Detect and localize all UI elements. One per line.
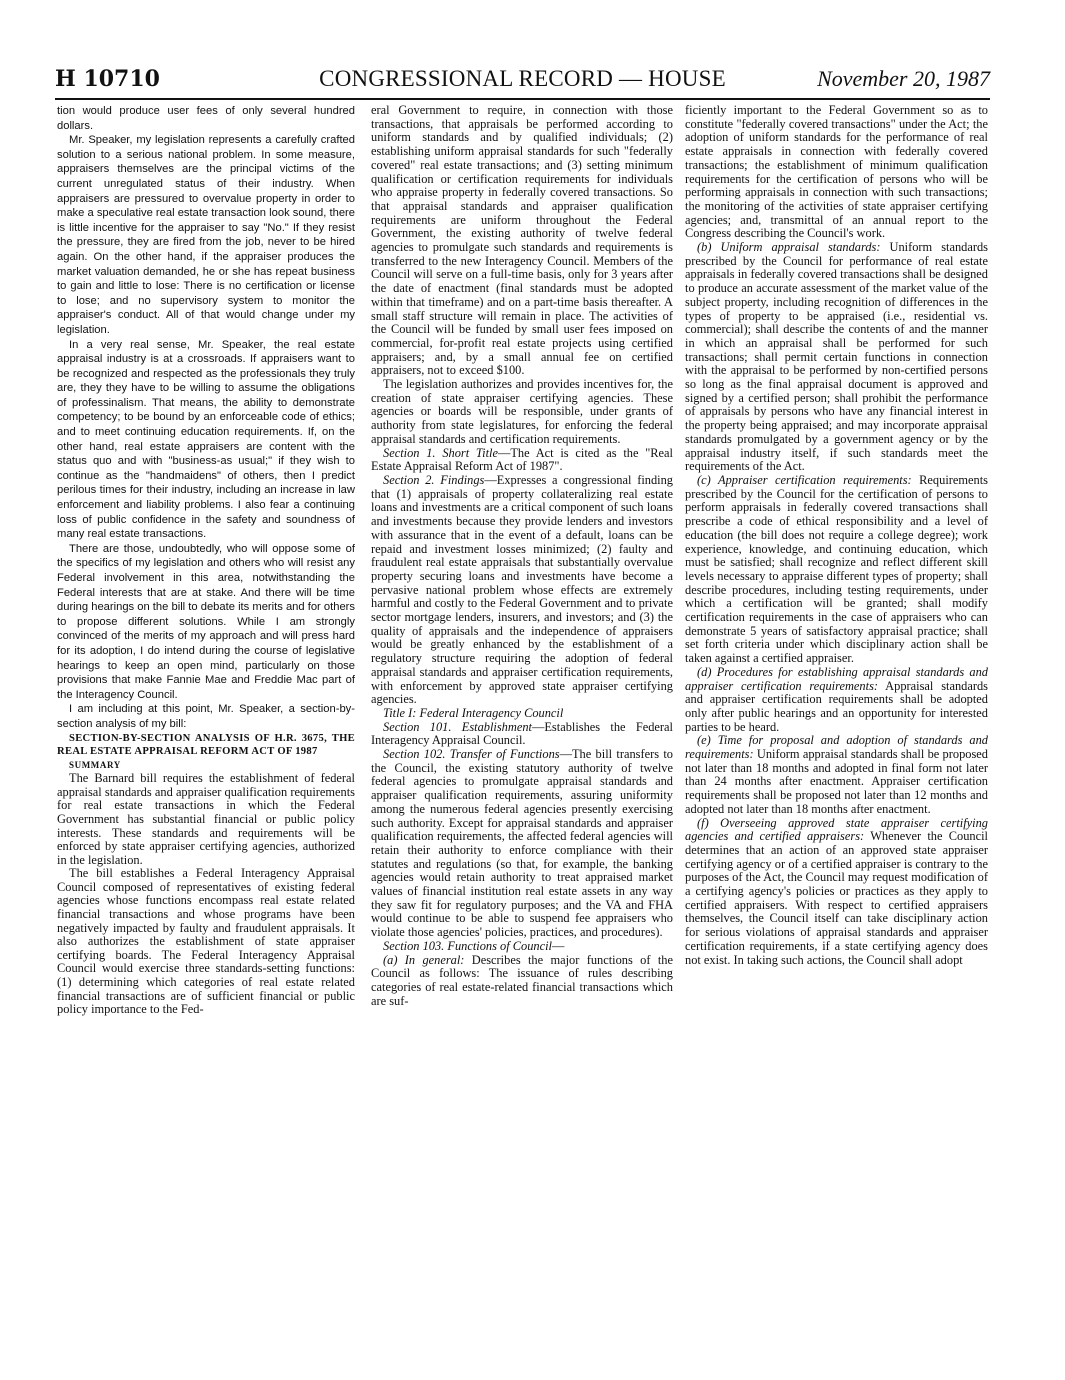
paragraph xyxy=(371,954,673,1009)
summary-heading: SUMMARY xyxy=(69,759,121,770)
subsection-label: (f) Overseeing approved state appraiser certifying agencies and certified appraisers: xyxy=(685,815,988,844)
subsection-text: Uniform appraisal standards shall be proposed not later than 18 months and adopted in final form not later than 24 months after enactment. Appraiser certification requirements shall be proposed not later than 12 months and adopted not later than 18 months after enactment. xyxy=(685,747,988,816)
subsection-text: Appraisal standards and appraiser certification requirements shall be adopted only after public hearings and an opportunity for interested parties to be heard. xyxy=(685,678,988,734)
section-title: Establishment xyxy=(461,719,532,734)
subsection-label: (d) Procedures for establishing appraisal standards and appraiser certification requirements: xyxy=(685,664,988,693)
subsection-text: Whenever the Council determines that an action of an approved state appraiser certifying agency or of a certified appraiser is contrary to the purposes of the Act, the Council may request modification of a certifying agency's policies or practices as they apply to certified appraisers. With respect to certified appraisers themselves, the Council itself can take disciplinary action for serious violations of appraisal standards and appraiser certification requirements, if a state certifying agency does not exist. In taking such actions, the Council shall adopt xyxy=(685,829,988,967)
paragraph xyxy=(371,721,673,748)
paragraph: The bill establishes a Federal Interagency Appraisal Council composed of representatives of existing federal agencies whose functions encompass real estate related financial transactions and whose programs have been negatively impacted by faulty and fraudulent appraisals. It also authorizes the establishment of state appraiser certifying boards. The Federal Interagency Appraisal Council would exercise three standards-setting functions: (1) determining which categories of real estate related financial transactions are of sufficient financial or public policy importance to the Fed- xyxy=(57,866,355,1017)
paragraph: In a very real sense, Mr. Speaker, the real estate appraisal industry is at a crossroads. If appraisers want to be recognized and respected as the professionals they truly are, they they have to be willing to assume the obligations of professinalism. That means, the ability to demonstrate competency; to be bound by an enforceable code of ethics; and to meet continuing education requirements. If, on the other hand, real estate appraisers are content with the status quo and with "business-as usual;" if they wish to continue as the "handmaidens" of others, then I predict perilous times for their industry, including an increase in law enforcement and liability problems. I also fear a continuing loss of public confidence in the safety and soundness of many real estate transactions. xyxy=(57,338,355,541)
subsection-text: Describes the major functions of the Council as follows: The issuance of rules describing categories of real estate-related financial transactions which are suf- xyxy=(371,952,673,1008)
section-dash: — xyxy=(552,938,565,953)
column-3 xyxy=(685,104,988,1356)
issue-date: November 20, 1987 xyxy=(817,66,990,91)
section-label: Section 101. xyxy=(383,719,452,734)
paragraph xyxy=(371,940,673,954)
title-heading: Title I: Federal Interagency Council xyxy=(383,705,564,720)
paragraph: ficiently important to the Federal Government so as to constitute "federally covered transactions" under the Act; the adoption of uniform standards for the performance of real estate appraisals in connection with federally covered transactions; the establishment of minimum qualification requirements for the certification of persons who will be performing appraisals in connection with such transactions; the monitoring of the activities of state appraiser certifying agencies; and, transmittal of an annual report to the Congress describing the Council's work. xyxy=(685,104,988,241)
paragraph: There are those, undoubtedly, who will oppose some of the specifics of my legislation and others who will resist any Federal involvement in this area, notwithstanding the Federal interests that are at stake. And there will be time during hearings on the bill to debate its merits and for others to propose different solutions. While I am strongly convinced of the merits of my approach and will press hard for its adoption, I do intend during the course of legislative hearings to keep an open mind, particularly on those provisions that make Fannie Mae and Freddie Mac part of the Interagency Council. xyxy=(57,542,355,701)
paragraph xyxy=(685,474,988,666)
paragraph: tion would produce user fees of only several hundred dollars. xyxy=(57,105,355,132)
section-label: Section 2. xyxy=(383,472,435,487)
paragraph xyxy=(371,474,673,707)
column-2 xyxy=(371,104,673,1356)
header-rule xyxy=(55,98,990,100)
subsection-text: Requirements prescribed by the Council for the certification of persons to perform appraisals in federally covered transactions shall prescribe a code of ethical responsibility and a level of education (the bill does not require a college degree); work experience, knowledge, and continuing education, which must be satisfied; shall recognize and reflect different skill levels necessary to appraise different types of property; shall describe procedures, including testing requirements, under which a certification will be granted; shall modify certification requirements in the case of appraisers who can demonstrate 5 years of satisfactory appraisal practice; shall set forth criteria under which disciplinary action shall be taken against a certified appraiser. xyxy=(685,472,988,666)
section-title: Short Title xyxy=(442,445,498,460)
section-title: Findings xyxy=(440,472,485,487)
section-title: Functions of Council xyxy=(447,938,552,953)
section-text: —Expresses a congressional finding that (1) appraisals of property collateralizing real estate loans and investments are a critical component of such loans and investments because they provide lenders and investors with assurance that in the event of a default, loans can be repaid and investment losses minimized; (2) faulty and fraudulent real estate appraisals that substantially overvalue property securing loans and investments have become a pervasive national problem whose effects are extremely harmful and costly to the Federal Government and to private sector mortgage lenders, insurers, and investors; and (3) the quality of appraisals and the independence of appraisers would be greatly enhanced by the establishment of a regulatory structure requiring the adoption of federal appraisal standards and appraiser certification requirements, with enforcement by approved state appraiser certifying agencies. xyxy=(371,472,673,707)
publication-title: CONGRESSIONAL RECORD — HOUSE xyxy=(319,66,726,91)
paragraph xyxy=(685,666,988,735)
column-1 xyxy=(57,104,355,1356)
paragraph: The legislation authorizes and provides incentives for, the creation of state appraiser certifying agencies. These agencies or boards will be responsible, under grants of authority from state legislatures, for enforcing the federal appraisal standards and certification requirements. xyxy=(371,377,673,446)
section-text: —The Act is cited as the "Real Estate Appraisal Reform Act of 1987". xyxy=(371,445,673,474)
subsection-label: (e) Time for proposal and adoption of standards and requirements: xyxy=(685,733,988,762)
paragraph xyxy=(371,748,673,940)
section-label: Section 1. xyxy=(383,445,436,460)
page-number: H 10710 xyxy=(55,66,160,92)
paragraph: eral Government to require, in connection with those transactions, that appraisals be performed according to uniform standards and by qualified individuals; (2) establishing uniform appraisal standards for such "federally covered" real estate transactions; and (3) setting minimum qualification or certification requirements for individuals who appraise property in federally covered transactions. So that appraisal standards and appraiser qualification requirements are uniform throughout the Federal Government, the existing authority of twelve federal agencies to promulgate such standards and requirements is transferred to the new Interagency Council. Members of the Council will serve on a full-time basis, only for 3 years after the date of enactment (final standards must be adopted within that timeframe) and on a part-time basis thereafter. A small staff structure will remain in place. The activities of the Council will be funded by small user fees imposed on commercial, for-profit real estate projects using certified appraisers; and, by a small annual fee on certified appraisers, not to exceed $100. xyxy=(371,104,673,378)
paragraph xyxy=(371,447,673,474)
paragraph: I am including at this point, Mr. Speaker, a section-by-section analysis of my bill: xyxy=(57,703,355,730)
section-title: Transfer of Functions xyxy=(449,747,560,762)
paragraph xyxy=(685,241,988,474)
section-text: —The bill transfers to the Council, the existing statutory authority of twelve federal agencies to promulgate appraisal standards and appraiser qualification requirements, assuring uniformity among the numerous federal agencies presently exercising such authority. Except for appraisal standards and appraiser qualification requirements, the affected federal agencies will retain their authority to enforce compliance with their statutes and regulations (so that, for example, the banking agencies would retain authority to treat appraised market values of financial institution real estate assets in any way they saw fit for regulatory purposes; and the VA and FHA would continue to be able to suspend fee appraisers who violate those agencies' policies, practices, and procedures). xyxy=(371,747,673,940)
section-label: Section 103. xyxy=(383,938,445,953)
subsection-text: Uniform standards prescribed by the Council for performance of real estate appraisals in federally covered transactions shall be designed to produce an accurate assessment of the market value of the subject property, including recognition of differences in the types of property to be appraised (i.e., residential vs. commercial); shall describe the contents of and the manner in which an appraisal shall be performed for such transactions; shall permit certain functions in connection with the appraisal to be performed by non-certified persons so long as the final appraisal document is approved and signed by a certified person; shall prohibit the performance of appraisals by persons who have any financial interest in the property being appraised; and may incorporate appraisal standards promulgated by a government agency or by the appraisal industry itself, if such standards meet the requirements of the Act. xyxy=(685,240,988,474)
section-label: Section 102. xyxy=(383,747,446,762)
subsection-label: (b) Uniform appraisal standards: xyxy=(697,240,881,255)
paragraph: Mr. Speaker, my legislation represents a carefully crafted solution to a serious national problem. In some measure, appraisers themselves are the principal victims of the current unregulated status of their industry. When appraisers are pressured to overvalue property in order to make a speculative real estate transaction look sound, there is little incentive for the appraiser to say "No." If they resist the pressure, they are fired from the job, never to be hired again. On the other hand, if the appraiser produces the market valuation demanded, he or she has repeat business to gain and little to lose: There is no certification or license to lose; and no supervisory system to monitor the appraiser's conduct. All of that would change under my legislation. xyxy=(57,134,355,336)
section-text: —Establishes the Federal Interagency Appraisal Council. xyxy=(371,719,673,748)
paragraph: The Barnard bill requires the establishment of federal appraisal standards and appraiser qualification requirements for real estate transactions in which the Federal Government has substantial financial or public policy interests. These standards and requirements will be enforced by state appraiser certifying agencies, authorized in the legislation. xyxy=(57,771,355,867)
paragraph xyxy=(685,817,988,968)
subsection-label: (a) In general: xyxy=(383,952,465,967)
paragraph xyxy=(685,734,988,816)
page-header xyxy=(55,66,990,96)
subsection-label: (c) Appraiser certification requirements: xyxy=(697,472,912,487)
section-heading: SECTION-BY-SECTION ANALYSIS OF H.R. 3675, THE REAL ESTATE APPRAISAL REFORM ACT OF 1987 xyxy=(57,732,355,757)
